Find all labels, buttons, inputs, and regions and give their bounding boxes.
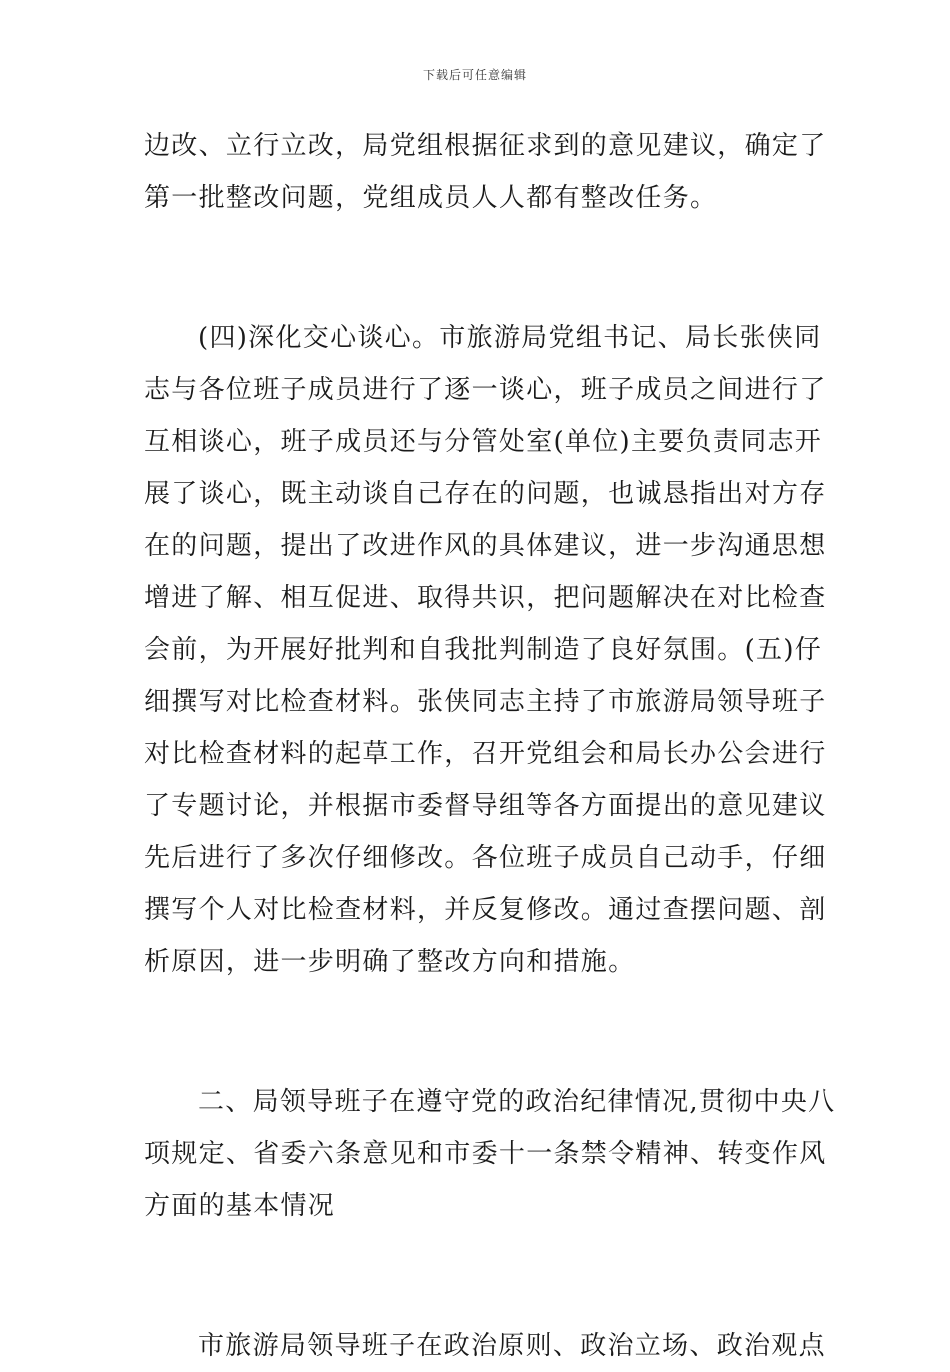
paragraph-continued [144, 120, 827, 224]
text-line: 边改、立行立改，局党组根据征求到的意见建议，确定了 [144, 131, 827, 161]
text-line: 会前，为开展好批判和自我批判制造了良好氛围。(五)仔 [144, 635, 823, 665]
text-line: 第一批整改问题，党组成员人人都有整改任务。 [144, 183, 718, 213]
paragraph-section-four [144, 312, 827, 988]
paragraph-gap [144, 988, 810, 1076]
text-line: 方面的基本情况 [144, 1191, 336, 1221]
document-body [144, 120, 836, 1372]
text-line: 二、局领导班子在遵守党的政治纪律情况,贯彻中央八 [198, 1087, 836, 1117]
text-line: 在的问题，提出了改进作风的具体建议，进一步沟通思想 [144, 531, 827, 561]
text-line: 对比检查材料的起草工作，召开党组会和局长办公会进行 [144, 739, 827, 769]
text-line: (四)深化交心谈心。市旅游局党组书记、局长张侠同 [198, 323, 822, 353]
text-line: 增进了解、相互促进、取得共识，把问题解决在对比检查 [144, 583, 827, 613]
text-line: 互相谈心，班子成员还与分管处室(单位)主要负责同志开 [144, 427, 823, 457]
text-line: 撰写个人对比检查材料，并反复修改。通过查摆问题、剖 [144, 895, 827, 925]
page-header-note: 下载后可任意编辑 [422, 68, 527, 82]
text-line: 析原因，进一步明确了整改方向和措施。 [144, 947, 636, 977]
text-line: 了专题讨论，并根据市委督导组等各方面提出的意见建议 [144, 791, 827, 821]
text-line: 市旅游局领导班子在政治原则、政治立场、政治观点 [198, 1331, 826, 1361]
text-line: 项规定、省委六条意见和市委十一条禁令精神、转变作风 [144, 1139, 827, 1169]
text-line: 展了谈心，既主动谈自己存在的问题，也诚恳指出对方存 [144, 479, 827, 509]
paragraph-gap [144, 1232, 810, 1320]
paragraph-gap [144, 224, 810, 312]
paragraph-section-two-body [144, 1320, 826, 1372]
text-line: 细撰写对比检查材料。张侠同志主持了市旅游局领导班子 [144, 687, 827, 717]
text-line: 先后进行了多次仔细修改。各位班子成员自己动手，仔细 [144, 843, 827, 873]
text-line: 志与各位班子成员进行了逐一谈心，班子成员之间进行了 [144, 375, 827, 405]
section-heading-two [144, 1076, 836, 1232]
